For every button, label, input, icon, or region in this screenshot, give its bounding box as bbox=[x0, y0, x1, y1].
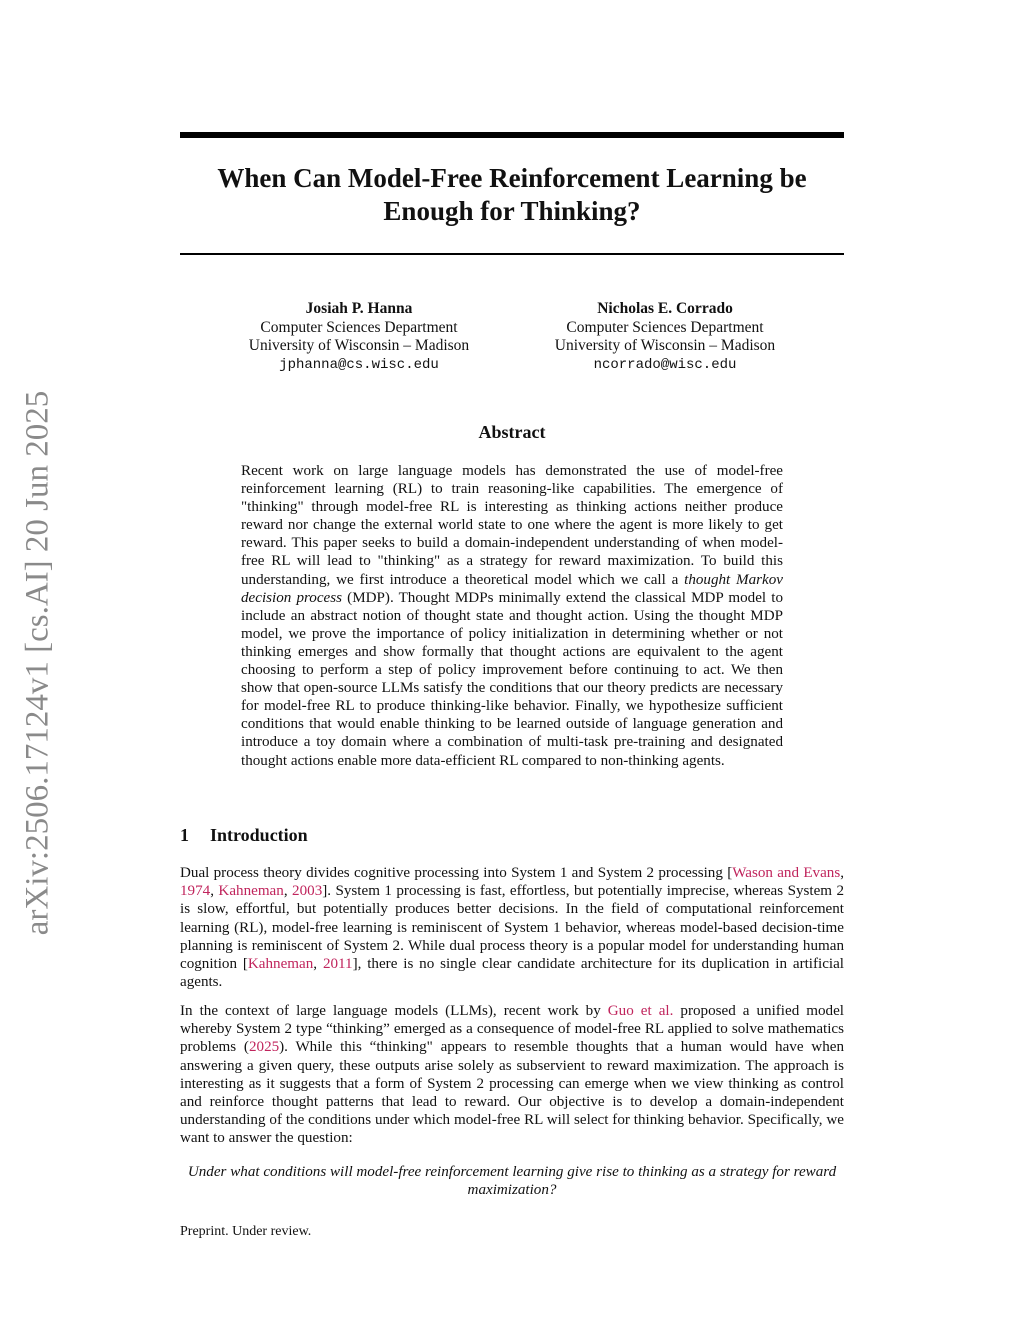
title-rule-bottom bbox=[180, 253, 844, 255]
section-title: Introduction bbox=[210, 825, 308, 845]
title-rule-top bbox=[180, 132, 844, 138]
citation-link[interactable]: Kahneman bbox=[247, 956, 314, 973]
text-run: ). While this “thinking" appears to resemble thoughts that a human would have when answering a given query, these outputs arise solely as subservient to reward maximization. The approach is interesting as it suggests that a form of System 2 processing can emerge when we view thinking as control and reinforce thought patterns that lead to reward. Our objective is to develop a domain-independent understanding of the conditions under which model-free RL will select for thinking behavior. Specifically, we want to answer the question: bbox=[180, 1039, 844, 1147]
author-institution: University of Wisconsin – Madison bbox=[248, 337, 470, 354]
text-run: , bbox=[210, 883, 219, 900]
citation-link[interactable]: 2003 bbox=[292, 883, 323, 900]
text-run: ], there is no single clear candidate architecture for its duplication in artificial agents. bbox=[180, 956, 844, 991]
section-number: 1 bbox=[180, 825, 189, 845]
text-run: ]. System 1 processing is fast, effortless, but potentially imprecise, whereas System 2 is slow, effortful, but potentially produces better decisions. In the field of computational reinforcement learning (RL), model-free learning is reminiscent of System 1 behavior, whereas model-based decision-time planning is reminiscent of System 2. While dual process theory is a popular model for understanding human cognition [ bbox=[180, 883, 845, 973]
research-question: Under what conditions will model-free reinforcement learning give rise to thinking as a strategy for reward maximization? bbox=[187, 1164, 837, 1199]
abstract-part-2: (MDP). Thought MDPs minimally extend the classical MDP model to include an abstract notion of thought state and thought action. Using the thought MDP model, we prove the importance of policy initialization in determining whether or not thinking emerges and show formally that thought actions are equivalent to the agent choosing to perform a step of policy improvement before continuing to act. We then show that open-source LLMs satisfy the conditions that our theory predicts are necessary for model-free RL to produce thinking-like behavior. Finally, we hypothesize sufficient conditions that would enable thinking to be learned outside of language generation and introduce a toy domain where a combination of multi-task pre-training and designated thought actions enable more data-efficient RL compared to non-thinking agents. bbox=[241, 589, 783, 769]
author-institution: University of Wisconsin – Madison bbox=[554, 337, 776, 354]
arxiv-sidebar-stamp bbox=[8, 380, 68, 945]
arxiv-id: arXiv:2506.17124v1 [cs.AI] 20 Jun 2025 bbox=[19, 390, 56, 935]
author-department: Computer Sciences Department bbox=[260, 318, 458, 336]
citation-link[interactable]: 2011 bbox=[322, 956, 353, 973]
abstract-heading: Abstract bbox=[478, 422, 546, 442]
text-run: In the context of large language models (LLMs), recent work by bbox=[180, 1003, 608, 1019]
text-run: , bbox=[283, 883, 293, 900]
text-run: Dual process theory divides cognitive processing into System 1 and System 2 processing [ bbox=[180, 865, 733, 881]
intro-paragraph-1 bbox=[180, 864, 844, 991]
paper-title: When Can Model-Free Reinforcement Learning be Enough for Thinking? bbox=[217, 163, 807, 226]
abstract-emphasis: thought Markov decision process bbox=[241, 571, 783, 606]
abstract-text bbox=[241, 462, 783, 770]
citation-link[interactable]: 1974 bbox=[180, 883, 211, 900]
author-block bbox=[209, 300, 509, 374]
citation-link[interactable]: Kahneman bbox=[218, 883, 284, 900]
author-department: Computer Sciences Department bbox=[566, 318, 764, 336]
page-footer: Preprint. Under review. bbox=[180, 1224, 312, 1239]
author-name: Nicholas E. Corrado bbox=[597, 300, 733, 317]
citation-link[interactable]: 2025 bbox=[248, 1039, 280, 1056]
author-block bbox=[515, 300, 815, 374]
section-heading bbox=[180, 825, 308, 846]
abstract-part-1: Recent work on large language models has demonstrated the use of model-free reinforcement learning (RL) to train reasoning-like capabilities. The emergence of "thinking" through model-free RL is interesting as thinking actions neither produce reward nor change the external world state to one where the agent is more likely to get reward. This paper seeks to build a domain-independent understanding of when model-free RL will lead to "thinking" as a strategy for reward maximization. To build this understanding, we first introduce a theoretical model which we call a bbox=[241, 463, 783, 588]
text-run: , bbox=[313, 956, 323, 973]
text-run: , bbox=[840, 865, 844, 881]
author-name: Josiah P. Hanna bbox=[305, 300, 413, 317]
author-email[interactable]: jphanna@cs.wisc.edu bbox=[279, 356, 439, 373]
citation-link[interactable]: Guo et al. bbox=[607, 1003, 674, 1019]
intro-paragraph-2 bbox=[180, 1002, 844, 1148]
text-run: proposed a unified model whereby System 2 type “thinking” emerged as a consequence of model-free RL applied to solve mathematics problems ( bbox=[180, 1003, 844, 1056]
author-email[interactable]: ncorrado@wisc.edu bbox=[593, 356, 737, 373]
citation-link[interactable]: Wason and Evans bbox=[732, 865, 841, 881]
